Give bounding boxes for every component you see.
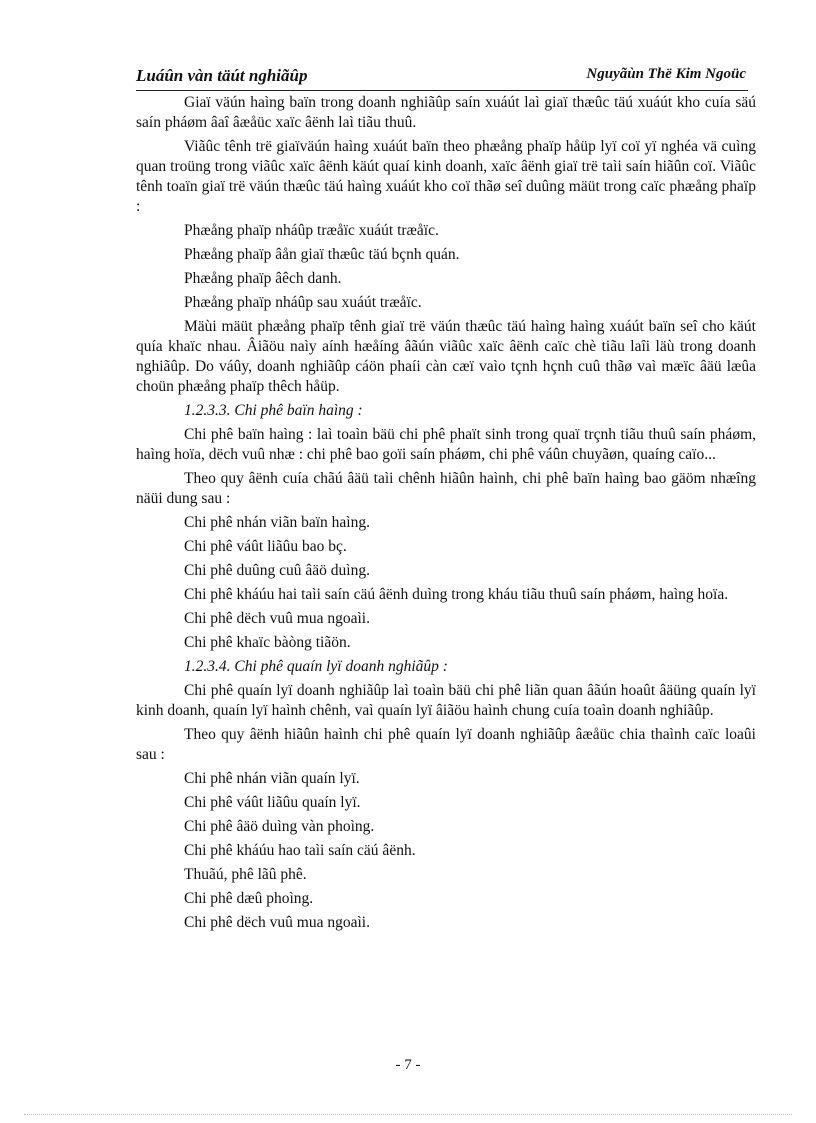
section-heading: 1.2.3.3. Chi phê baïn haìng : (184, 402, 363, 419)
list-item: Chi phê dëch vuû mua ngoaìi. (184, 610, 370, 627)
page-bottom-divider (24, 1114, 792, 1115)
list-item: Phæång phaïp âêch danh. (184, 270, 342, 287)
paragraph: Viãûc tênh trë giaïväún haìng xuáút baïn theo phæång phaïp håüp lyï coï yï nghéa vä cuìng quan troüng trong viãûc xaïc âënh käút quaí kinh doanh, xaïc âënh giaï trë taìi saín hiãûn coï. Viãûc tênh toaïn giaï trë väún thæûc täú haìng xuáút kho coï thãø seî duûng mäüt trong caïc phæång phaïp : (136, 138, 756, 215)
list-item: Chi phê kháúu hao taìi saín cäú âënh. (184, 842, 416, 859)
thesis-title: Luáûn vàn täút nghiãûp (136, 66, 308, 85)
paragraph: Giaï väún haìng baïn trong doanh nghiãûp saín xuáút laì giaï thæûc täú xuáút kho cuía säú saín pháøm âaî âæåüc xaïc âënh laì tiãu thuû. (136, 94, 756, 131)
list-item: Chi phê nhán viãn quaín lyï. (184, 770, 360, 787)
page-header (136, 64, 748, 91)
list-item: Chi phê kháúu hai taìi saín cäú âënh duìng trong kháu tiãu thuû saín pháøm, haìng hoïa. (184, 586, 729, 603)
page-number: - 7 - (395, 1057, 421, 1073)
list-item: Chi phê nhán viãn baïn haìng. (184, 514, 370, 531)
list-item: Chi phê duûng cuû âäö duìng. (184, 562, 370, 579)
paragraph: Theo quy âënh hiãûn haình chi phê quaín lyï doanh nghiãûp âæåüc chia thaình caïc loaûi sau : (136, 726, 756, 763)
page-content (136, 93, 756, 937)
list-item: Phæång phaïp nháûp træåïc xuáút træåïc. (184, 222, 439, 239)
section-heading: 1.2.3.4. Chi phê quaín lyï doanh nghiãûp : (184, 658, 448, 675)
paragraph: Theo quy âënh cuía chãú âäü taìi chênh hiãûn haình, chi phê baïn haìng bao gäöm nhæîng näüi dung sau : (136, 470, 756, 507)
paragraph: Mäùi mäüt phæång phaïp tênh giaï trë väún thæûc täú haìng haìng xuáút baïn seî cho käút quía khaïc nhau. Âiãöu naìy aính hæåíng âãún viãûc xaïc âënh caïc chè tiãu laîi läù trong doanh nghiãûp. Do váûy, doanh nghiãûp cáön phaíi càn cæï vaìo tçnh hçnh cuû thãø vaì mæïc âäü læûa choün phæång phaïp thêch håüp. (136, 318, 756, 395)
list-item: Chi phê dëch vuû mua ngoaìi. (184, 914, 370, 931)
list-item: Phæång phaïp nháûp sau xuáút træåïc. (184, 294, 422, 311)
list-item: Chi phê khaïc bàòng tiãön. (184, 634, 351, 651)
paragraph: Chi phê baïn haìng : laì toaìn bäü chi phê phaït sinh trong quaï trçnh tiãu thuû saín pháøm, haìng hoïa, dëch vuû nhæ : chi phê bao goïi saín pháøm, chi phê váûn chuyãøn, quaíng caïo... (136, 426, 756, 463)
paragraph: Chi phê quaín lyï doanh nghiãûp laì toaìn bäü chi phê liãn quan âãún hoaût âäüng quaín lyï kinh doanh, quaín lyï haình chênh, vaì quaín lyï âiãöu haình chung cuía toaìn doanh nghiãûp. (136, 682, 756, 719)
list-item: Thuãú, phê lãû phê. (184, 866, 307, 883)
list-item: Chi phê váût liãûu bao bç. (184, 538, 347, 555)
list-item: Chi phê dæû phoìng. (184, 890, 314, 907)
list-item: Phæång phaïp âån giaï thæûc täú bçnh quán. (184, 246, 460, 263)
list-item: Chi phê âäö duìng vàn phoìng. (184, 818, 375, 835)
author-name: Nguyãùn Thë Kim Ngoüc (586, 66, 746, 82)
list-item: Chi phê váût liãûu quaín lyï. (184, 794, 361, 811)
